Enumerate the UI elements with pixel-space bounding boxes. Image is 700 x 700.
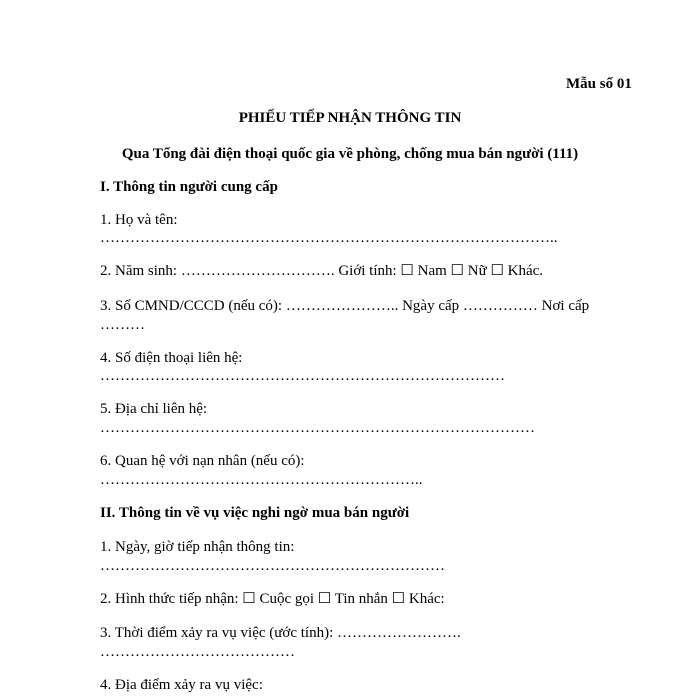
s1-relation-label: 6. Quan hệ với nạn nhân (nếu có): <box>100 453 305 469</box>
s2-incident-time-line[interactable]: 3. Thời điểm xảy ra vụ việc (ước tính): ……………………. <box>100 625 461 641</box>
s1-relation-field[interactable]: ……………………………………………………….. <box>100 472 423 488</box>
s1-address-field[interactable]: …………………………………………………………………………… <box>100 420 535 436</box>
form-title: PHIẾU TIẾP NHẬN THÔNG TIN <box>238 110 462 126</box>
s1-phone-label: 4. Số điện thoại liên hệ: <box>100 350 243 366</box>
form-subtitle: Qua Tổng đài điện thoại quốc gia về phòng, chống mua bán người (111) <box>121 146 579 162</box>
s2-reception-method-line[interactable]: 2. Hình thức tiếp nhận: ☐ Cuộc gọi ☐ Tin nhắn ☐ Khác: <box>100 591 445 607</box>
s1-id-card-line[interactable]: 3. Số CMND/CCCD (nếu có): ………………….. Ngày cấp …………… Nơi cấp <box>100 298 590 314</box>
section2-heading: II. Thông tin về vụ việc nghi ngờ mua bán người <box>100 505 410 521</box>
s2-incident-time-field[interactable]: ………………………………… <box>100 644 295 660</box>
s2-received-time-field[interactable]: …………………………………………………………… <box>100 558 445 574</box>
section1-heading: I. Thông tin người cung cấp <box>100 179 278 195</box>
s2-incident-location-label: 4. Địa điểm xảy ra vụ việc: <box>100 677 263 693</box>
s1-address-label: 5. Địa chỉ liên hệ: <box>100 401 208 417</box>
s2-received-time-label: 1. Ngày, giờ tiếp nhận thông tin: <box>100 539 295 555</box>
s1-fullname-label: 1. Họ và tên: <box>100 212 178 228</box>
form-number: Mẫu số 01 <box>566 76 632 92</box>
s1-fullname-field[interactable]: ……………………………………………………………………………….. <box>100 230 558 246</box>
s1-phone-field[interactable]: ……………………………………………………………………… <box>100 368 505 384</box>
s1-id-card-place-field[interactable]: ……… <box>100 317 145 333</box>
s1-birthyear-gender-line[interactable]: 2. Năm sinh: …………………………. Giới tính: ☐ Nam ☐ Nữ ☐ Khác. <box>100 263 544 279</box>
